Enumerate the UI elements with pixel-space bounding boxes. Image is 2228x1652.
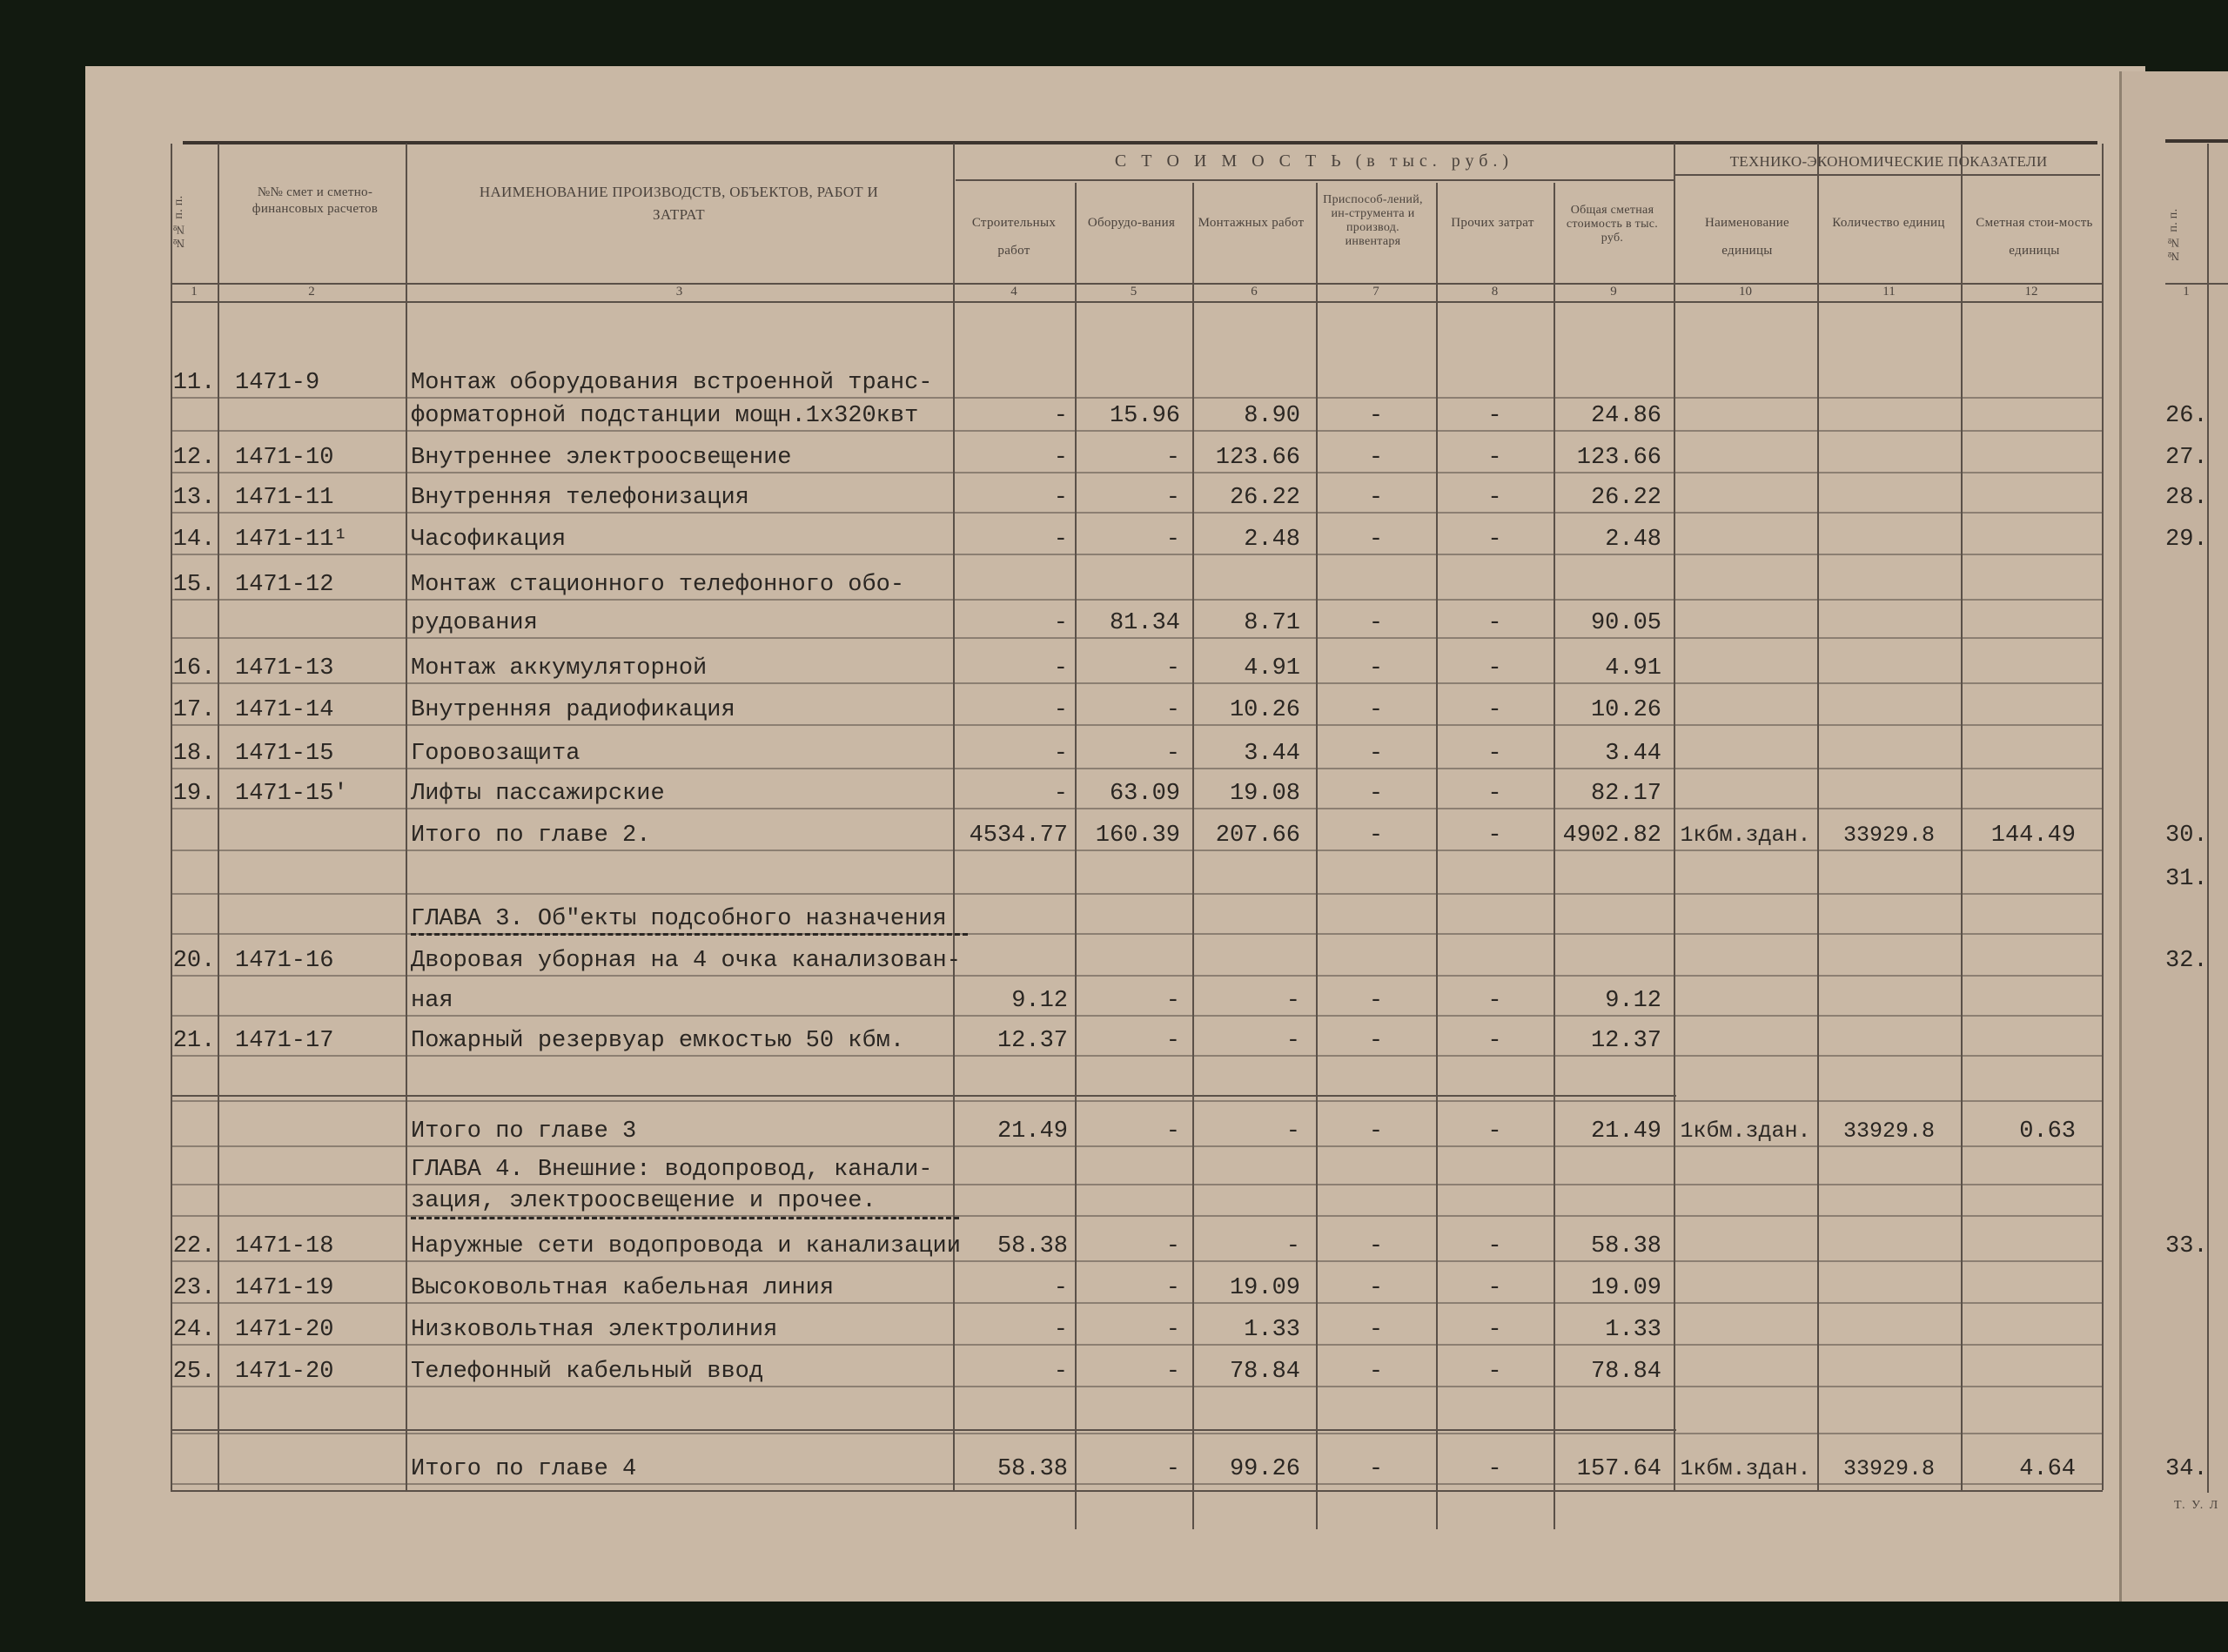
header-tech-group: ТЕХНИКО-ЭКОНОМИЧЕСКИЕ ПОКАЗАТЕЛИ (1729, 153, 2048, 170)
row-rule (171, 768, 2103, 769)
equipment-cost: 160.39 (1095, 823, 1180, 849)
installation-cost: 4.91 (1244, 655, 1300, 682)
item-name: Низковольтная электролиния (411, 1317, 778, 1343)
unit-cost: 4.64 (2019, 1456, 2076, 1482)
estimate-code: 1471-19 (235, 1275, 334, 1301)
item-name: Дворовая уборная на 4 очка канализован- (411, 948, 961, 974)
unit-quantity: 33929.8 (1842, 1118, 1935, 1144)
other-cost: - (1487, 1118, 1502, 1145)
item-name: Часофикация (411, 527, 567, 553)
installation-cost: - (1285, 1028, 1300, 1054)
construction-cost: - (1053, 403, 1068, 429)
unit-name: 1кбм.здан. (1680, 1118, 1811, 1144)
other-cost: - (1487, 988, 1502, 1014)
tools-cost: - (1368, 610, 1384, 636)
row-rule (171, 1344, 2103, 1346)
header-col3: НАИМЕНОВАНИЕ ПРОИЗВОДСТВ, ОБЪЕКТОВ, РАБОТ И ЗАТРАТ (479, 184, 879, 223)
row-rule (171, 1386, 2103, 1387)
item-name: ГЛАВА 3. Об"екты подсобного назначения (411, 906, 947, 932)
subtotal-rule (171, 1429, 1676, 1431)
installation-cost: 8.90 (1244, 403, 1300, 429)
row-number: 25. (172, 1359, 216, 1385)
footer-right: Т. У. Л (2174, 1499, 2220, 1512)
installation-cost: 2.48 (1244, 527, 1300, 553)
row-number: 21. (172, 1028, 216, 1054)
header-col6: Монтажных работ (1198, 216, 1305, 230)
total-cost: 10.26 (1590, 697, 1661, 723)
row-rule (171, 975, 2103, 977)
column-number: 12 (2024, 285, 2038, 299)
other-cost: - (1487, 697, 1502, 723)
column-number: 1 (191, 285, 198, 299)
equipment-cost: - (1165, 1275, 1180, 1301)
right-header-rule (2165, 139, 2228, 143)
installation-cost: - (1285, 1233, 1300, 1259)
equipment-cost: - (1165, 741, 1180, 767)
installation-cost: 123.66 (1215, 445, 1300, 471)
construction-cost: - (1053, 741, 1068, 767)
cost-group-rule (956, 179, 1674, 181)
tools-cost: - (1368, 445, 1384, 471)
estimate-code: 1471-15 (235, 741, 334, 767)
item-name: форматорной подстанции мощн.1х320квт (411, 403, 919, 429)
row-rule (171, 893, 2103, 895)
construction-cost: - (1053, 527, 1068, 553)
item-name: Итого по главе 2. (411, 823, 651, 849)
header-col-right: №№ п. п. (2167, 208, 2180, 262)
other-cost: - (1487, 1317, 1502, 1343)
total-cost: 26.22 (1590, 485, 1661, 511)
chapter3-underline (411, 933, 968, 936)
construction-cost: - (1053, 697, 1068, 723)
item-name: рудования (411, 610, 538, 636)
column-number-rule (171, 301, 2103, 303)
other-cost: - (1487, 527, 1502, 553)
tools-cost: - (1368, 1359, 1384, 1385)
total-cost: 21.49 (1590, 1118, 1661, 1145)
installation-cost: 3.44 (1244, 741, 1300, 767)
estimate-code: 1471-14 (235, 697, 334, 723)
construction-cost: - (1053, 485, 1068, 511)
item-name: Телефонный кабельный ввод (411, 1359, 764, 1385)
tools-cost: - (1368, 527, 1384, 553)
installation-cost: 1.33 (1244, 1317, 1300, 1343)
equipment-cost: - (1165, 1028, 1180, 1054)
item-name: Внутреннее электроосвещение (411, 445, 792, 471)
row-rule (171, 1015, 2103, 1017)
installation-cost: 10.26 (1229, 697, 1300, 723)
other-cost: - (1487, 1028, 1502, 1054)
header-col10: Наименование единицы (1704, 216, 1790, 258)
installation-cost: 99.26 (1229, 1456, 1300, 1482)
construction-cost: 4534.77 (969, 823, 1068, 849)
row-rule (171, 682, 2103, 684)
row-rule (171, 850, 2103, 851)
column-number: 9 (1610, 285, 1617, 299)
tools-cost: - (1368, 1118, 1384, 1145)
header-cost-group: С Т О И М О С Т Ь (в тыс. руб.) (1114, 151, 1514, 171)
other-cost: - (1487, 741, 1502, 767)
item-name: Итого по главе 4 (411, 1456, 637, 1482)
row-rule (171, 554, 2103, 555)
tools-cost: - (1368, 781, 1384, 807)
item-name: Внутренняя телефонизация (411, 485, 749, 511)
equipment-cost: - (1165, 1233, 1180, 1259)
column-divider (1817, 144, 1819, 1490)
installation-cost: 8.71 (1244, 610, 1300, 636)
total-cost: 58.38 (1590, 1233, 1661, 1259)
column-divider (2102, 144, 2104, 1490)
table-bottom-rule (171, 1490, 2103, 1492)
row-number: 14. (172, 527, 216, 553)
installation-cost: 19.09 (1229, 1275, 1300, 1301)
column-divider (218, 144, 219, 1490)
column-number: 5 (1130, 285, 1137, 299)
other-cost: - (1487, 655, 1502, 682)
equipment-cost: 63.09 (1109, 781, 1180, 807)
column-number: 10 (1739, 285, 1752, 299)
equipment-cost: - (1165, 1317, 1180, 1343)
total-cost: 123.66 (1576, 445, 1661, 471)
row-number: 23. (172, 1275, 216, 1301)
next-sheet-row-number: 28. (2165, 485, 2208, 511)
next-sheet-row-number: 32. (2165, 948, 2208, 974)
right-sheet-divider (2207, 144, 2209, 1493)
tools-cost: - (1368, 1317, 1384, 1343)
equipment-cost: - (1165, 1359, 1180, 1385)
equipment-cost: 81.34 (1109, 610, 1180, 636)
tools-cost: - (1368, 741, 1384, 767)
item-name: Высоковольтная кабельная линия (411, 1275, 835, 1301)
construction-cost: - (1053, 1317, 1068, 1343)
unit-name: 1кбм.здан. (1680, 823, 1811, 848)
equipment-cost: - (1165, 485, 1180, 511)
header-col7: Приспособ-лений, ин-струмента и производ. инвентаря (1323, 193, 1423, 248)
header-col9: Общая сметная стоимость в тыс. руб. (1566, 204, 1659, 245)
row-rule (171, 1055, 2103, 1057)
equipment-cost: - (1165, 1118, 1180, 1145)
estimate-code: 1471-11¹ (235, 527, 348, 553)
column-number: 2 (308, 285, 315, 299)
header-col4: Строительных работ (971, 216, 1057, 258)
row-number: 18. (172, 741, 216, 767)
column-number: 8 (1491, 285, 1499, 299)
total-cost: 4902.82 (1562, 823, 1661, 849)
other-cost: - (1487, 1275, 1502, 1301)
item-name: Итого по главе 3 (411, 1118, 637, 1145)
unit-quantity: 33929.8 (1842, 823, 1935, 848)
tools-cost: - (1368, 1233, 1384, 1259)
unit-cost: 0.63 (2019, 1118, 2076, 1145)
unit-quantity: 33929.8 (1842, 1456, 1935, 1481)
row-number: 22. (172, 1233, 216, 1259)
next-sheet-row-number: 31. (2165, 866, 2208, 892)
item-name: Горовозащита (411, 741, 580, 767)
next-sheet-row-number: 29. (2165, 527, 2208, 553)
estimate-code: 1471-11 (235, 485, 334, 511)
other-cost: - (1487, 1233, 1502, 1259)
construction-cost: - (1053, 610, 1068, 636)
other-cost: - (1487, 485, 1502, 511)
row-number: 16. (172, 655, 216, 682)
equipment-cost: - (1165, 697, 1180, 723)
column-number: 6 (1251, 285, 1258, 299)
construction-cost: - (1053, 1275, 1068, 1301)
item-name: Монтаж оборудования встроенной транс- (411, 370, 933, 396)
row-rule (171, 512, 2103, 514)
total-cost: 157.64 (1576, 1456, 1661, 1482)
item-name: ГЛАВА 4. Внешние: водопровод, канали- (411, 1157, 933, 1183)
row-rule (171, 1483, 2103, 1485)
estimate-code: 1471-16 (235, 948, 334, 974)
construction-cost: 58.38 (997, 1233, 1068, 1259)
other-cost: - (1487, 445, 1502, 471)
chapter4-underline (411, 1217, 959, 1219)
row-number: 20. (172, 948, 216, 974)
construction-cost: 9.12 (1011, 988, 1068, 1014)
equipment-cost: - (1165, 655, 1180, 682)
row-rule (171, 1302, 2103, 1304)
total-cost: 4.91 (1605, 655, 1661, 682)
installation-cost: - (1285, 1118, 1300, 1145)
other-cost: - (1487, 1456, 1502, 1482)
unit-name: 1кбм.здан. (1680, 1456, 1811, 1481)
next-sheet-row-number: 27. (2165, 445, 2208, 471)
estimate-code: 1471-20 (235, 1317, 334, 1343)
tools-cost: - (1368, 697, 1384, 723)
item-name: Внутренняя радиофикация (411, 697, 735, 723)
installation-cost: 26.22 (1229, 485, 1300, 511)
estimate-code: 1471-20 (235, 1359, 334, 1385)
tools-cost: - (1368, 485, 1384, 511)
installation-cost: 78.84 (1229, 1359, 1300, 1385)
installation-cost: 19.08 (1229, 781, 1300, 807)
estimate-code: 1471-13 (235, 655, 334, 682)
row-rule (171, 1100, 2103, 1102)
item-name: зация, электроосвещение и прочее. (411, 1188, 876, 1214)
equipment-cost: - (1165, 1456, 1180, 1482)
equipment-cost: - (1165, 527, 1180, 553)
next-sheet-row-number: 34. (2165, 1456, 2208, 1482)
estimate-code: 1471-15' (235, 781, 348, 807)
installation-cost: 207.66 (1215, 823, 1300, 849)
header-col11: Количество единиц (1832, 216, 1945, 230)
other-cost: - (1487, 1359, 1502, 1385)
row-number: 24. (172, 1317, 216, 1343)
column-number: 4 (1010, 285, 1017, 299)
next-sheet-row-number: 33. (2165, 1233, 2208, 1259)
estimate-code: 1471-12 (235, 572, 334, 598)
tools-cost: - (1368, 823, 1384, 849)
next-sheet-row-number: 26. (2165, 403, 2208, 429)
row-rule (171, 1433, 2103, 1434)
tech-group-rule (1674, 174, 2100, 176)
column-number: 7 (1372, 285, 1379, 299)
row-rule (171, 1145, 2103, 1147)
row-number: 13. (172, 485, 216, 511)
header-top-rule (183, 141, 2097, 144)
subtotal-rule (171, 1095, 1676, 1097)
item-name: Монтаж стационного телефонного обо- (411, 572, 905, 598)
estimate-code: 1471-9 (235, 370, 320, 396)
total-cost: 3.44 (1605, 741, 1661, 767)
row-rule (171, 637, 2103, 639)
row-rule (171, 599, 2103, 601)
row-number: 19. (172, 781, 216, 807)
item-name: Наружные сети водопровода и канализации (411, 1233, 961, 1259)
equipment-cost: - (1165, 445, 1180, 471)
construction-cost: - (1053, 445, 1068, 471)
total-cost: 19.09 (1590, 1275, 1661, 1301)
installation-cost: - (1285, 988, 1300, 1014)
total-cost: 9.12 (1605, 988, 1661, 1014)
construction-cost: 12.37 (997, 1028, 1068, 1054)
tools-cost: - (1368, 1028, 1384, 1054)
column-number: 3 (675, 285, 683, 299)
column-divider (1961, 144, 1963, 1490)
other-cost: - (1487, 781, 1502, 807)
total-cost: 2.48 (1605, 527, 1661, 553)
total-cost: 12.37 (1590, 1028, 1661, 1054)
other-cost: - (1487, 610, 1502, 636)
tools-cost: - (1368, 1275, 1384, 1301)
header-col12: Сметная стои-мость единицы (1976, 216, 2093, 258)
total-cost: 78.84 (1590, 1359, 1661, 1385)
unit-cost: 144.49 (1990, 823, 2076, 849)
estimate-code: 1471-18 (235, 1233, 334, 1259)
item-name: Лифты пассажирские (411, 781, 665, 807)
row-rule (171, 1184, 2103, 1185)
row-number: 12. (172, 445, 216, 471)
column-number: 11 (1882, 285, 1896, 299)
equipment-cost: 15.96 (1109, 403, 1180, 429)
row-rule (171, 808, 2103, 809)
row-rule (171, 724, 2103, 726)
row-rule (171, 397, 2103, 399)
tools-cost: - (1368, 655, 1384, 682)
construction-cost: - (1053, 1359, 1068, 1385)
other-cost: - (1487, 823, 1502, 849)
column-number: 1 (2183, 285, 2190, 299)
row-rule (171, 1260, 2103, 1262)
tools-cost: - (1368, 403, 1384, 429)
item-name: ная (411, 988, 453, 1014)
total-cost: 82.17 (1590, 781, 1661, 807)
tools-cost: - (1368, 988, 1384, 1014)
item-name: Пожарный резервуар емкостью 50 кбм. (411, 1028, 905, 1054)
total-cost: 1.33 (1605, 1317, 1661, 1343)
tools-cost: - (1368, 1456, 1384, 1482)
row-number: 15. (172, 572, 216, 598)
construction-cost: 21.49 (997, 1118, 1068, 1145)
construction-cost: - (1053, 781, 1068, 807)
equipment-cost: - (1165, 988, 1180, 1014)
header-col2: №№ смет и сметно-финансовых расчетов (252, 185, 379, 216)
item-name: Монтаж аккумуляторной (411, 655, 708, 682)
other-cost: - (1487, 403, 1502, 429)
total-cost: 90.05 (1590, 610, 1661, 636)
header-col5: Оборудо-вания (1087, 216, 1176, 230)
construction-cost: - (1053, 655, 1068, 682)
row-number: 17. (172, 697, 216, 723)
header-col1: №№ п. п. (172, 195, 185, 249)
column-divider (406, 144, 407, 1490)
estimate-code: 1471-17 (235, 1028, 334, 1054)
construction-cost: 58.38 (997, 1456, 1068, 1482)
row-rule (171, 430, 2103, 432)
column-divider (1674, 144, 1675, 1490)
header-col8: Прочих затрат (1451, 216, 1534, 230)
row-rule (171, 472, 2103, 473)
total-cost: 24.86 (1590, 403, 1661, 429)
row-number: 11. (172, 370, 216, 396)
next-sheet-row-number: 30. (2165, 823, 2208, 849)
estimate-code: 1471-10 (235, 445, 334, 471)
